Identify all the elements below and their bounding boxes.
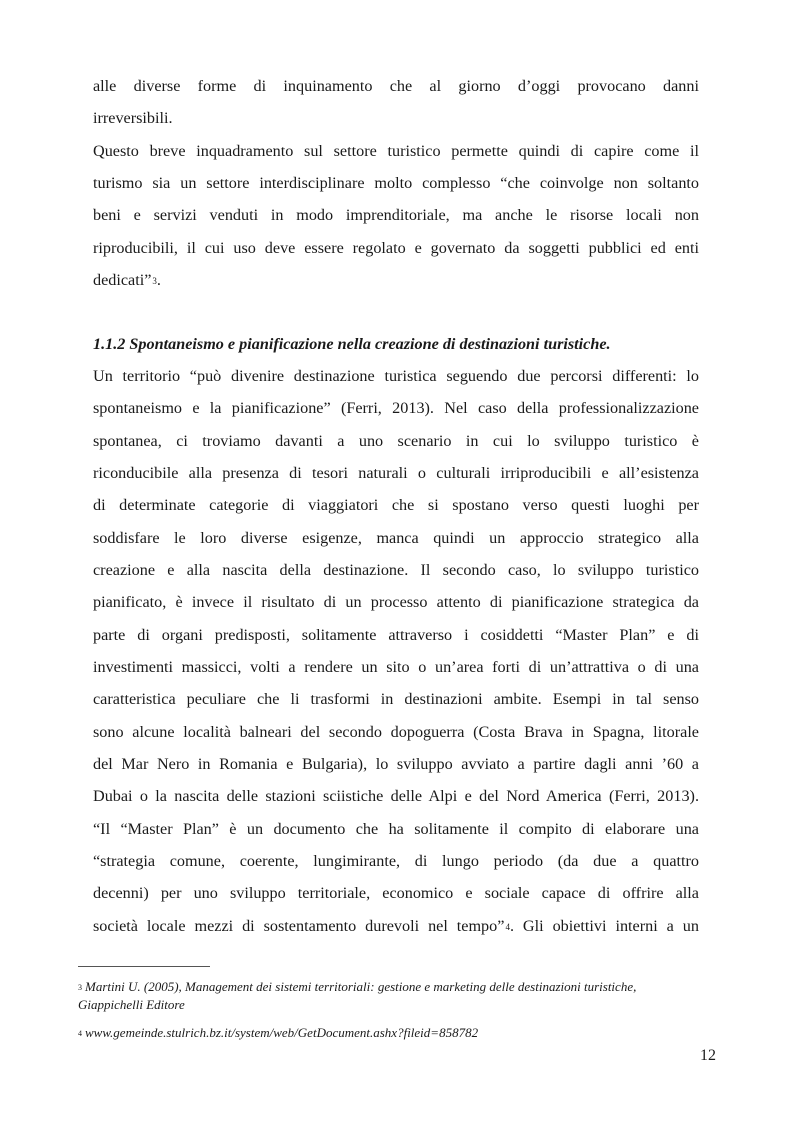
body-line: decenni) per uno sviluppo territoriale, economico e sociale capace di offrire alla: [93, 884, 699, 902]
body-line: Dubai o la nascita delle stazioni sciistiche delle Alpi e del Nord America (Ferri, 2013).: [93, 787, 699, 805]
body-line-text: . Gli obiettivi interni a un: [509, 917, 699, 935]
body-line: Un territorio “può divenire destinazione turistica seguendo due percorsi differenti: lo: [93, 367, 699, 385]
body-line: turismo sia un settore interdisciplinare molto complesso “che coinvolge non soltanto: [93, 174, 699, 192]
body-line: alle diverse forme di inquinamento che al giorno d’oggi provocano danni: [93, 77, 699, 95]
body-line-with-footnote: [93, 270, 699, 291]
body-line: di determinate categorie di viaggiatori che si spostano verso questi luoghi per: [93, 496, 699, 514]
body-line: riproducibili, il cui uso deve essere regolato e governato da soggetti pubblici ed enti: [93, 239, 699, 257]
footnote-text: Martini U. (2005), Management dei sistemi territoriali: gestione e marketing delle destinazioni turistiche,: [85, 979, 637, 994]
body-line: Questo breve inquadramento sul settore turistico permette quindi di capire come il: [93, 142, 699, 160]
body-line: sono alcune località balneari del secondo dopoguerra (Costa Brava in Spagna, litorale: [93, 723, 699, 741]
body-line-text: dedicati”: [93, 271, 152, 289]
footnote-4: [78, 1024, 718, 1043]
body-line: pianificato, è invece il risultato di un processo attento di pianificazione strategica da: [93, 593, 699, 611]
footnote-3-continued: Giappichelli Editore: [78, 997, 185, 1012]
footnote-reference: 3: [152, 276, 157, 286]
body-line: del Mar Nero in Romania e Bulgaria), lo sviluppo avviato a partire dagli anni ’60 a: [93, 755, 699, 773]
body-line: spontaneismo e la pianificazione” (Ferri, 2013). Nel caso della professionalizzazione: [93, 399, 699, 417]
footnote-reference: 4: [505, 922, 510, 932]
body-line: investimenti massicci, volti a rendere un sito o un’area forti di un’attrattiva o di una: [93, 658, 699, 676]
footnote-separator: [78, 966, 210, 967]
body-line-text: società locale mezzi di sostentamento durevoli nel tempo”: [93, 917, 505, 935]
footnote-link[interactable]: www.gemeinde.stulrich.bz.it/system/web/GetDocument.ashx?fileid=858782: [85, 1025, 479, 1040]
page-number: 12: [700, 1047, 716, 1064]
body-line-with-footnote: [93, 916, 699, 937]
body-line: “strategia comune, coerente, lungimirante, di lungo periodo (da due a quattro: [93, 852, 699, 870]
body-line: soddisfare le loro diverse esigenze, manca quindi un approccio strategico alla: [93, 529, 699, 547]
body-line: irreversibili.: [93, 109, 173, 127]
body-line: beni e servizi venduti in modo imprenditoriale, ma anche le risorse locali non: [93, 206, 699, 224]
footnote-number: 4: [78, 1029, 82, 1038]
body-line: parte di organi predisposti, solitamente attraverso i cosiddetti “Master Plan” e di: [93, 626, 699, 644]
body-line: spontanea, ci troviamo davanti a uno scenario in cui lo sviluppo turistico è: [93, 432, 699, 450]
end-punctuation: .: [156, 271, 161, 289]
footnote-3: [78, 978, 718, 997]
body-line: “Il “Master Plan” è un documento che ha solitamente il compito di elaborare una: [93, 820, 699, 838]
body-line: riconducibile alla presenza di tesori naturali o culturali irriproducibili e all’esistenza: [93, 464, 699, 482]
footnote-number: 3: [78, 983, 82, 992]
body-line: creazione e alla nascita della destinazione. Il secondo caso, lo sviluppo turistico: [93, 561, 699, 579]
section-heading: 1.1.2 Spontaneismo e pianificazione nella creazione di destinazioni turistiche.: [93, 335, 611, 353]
body-line: caratteristica peculiare che li trasformi in destinazioni ambite. Esempi in tal senso: [93, 690, 699, 708]
